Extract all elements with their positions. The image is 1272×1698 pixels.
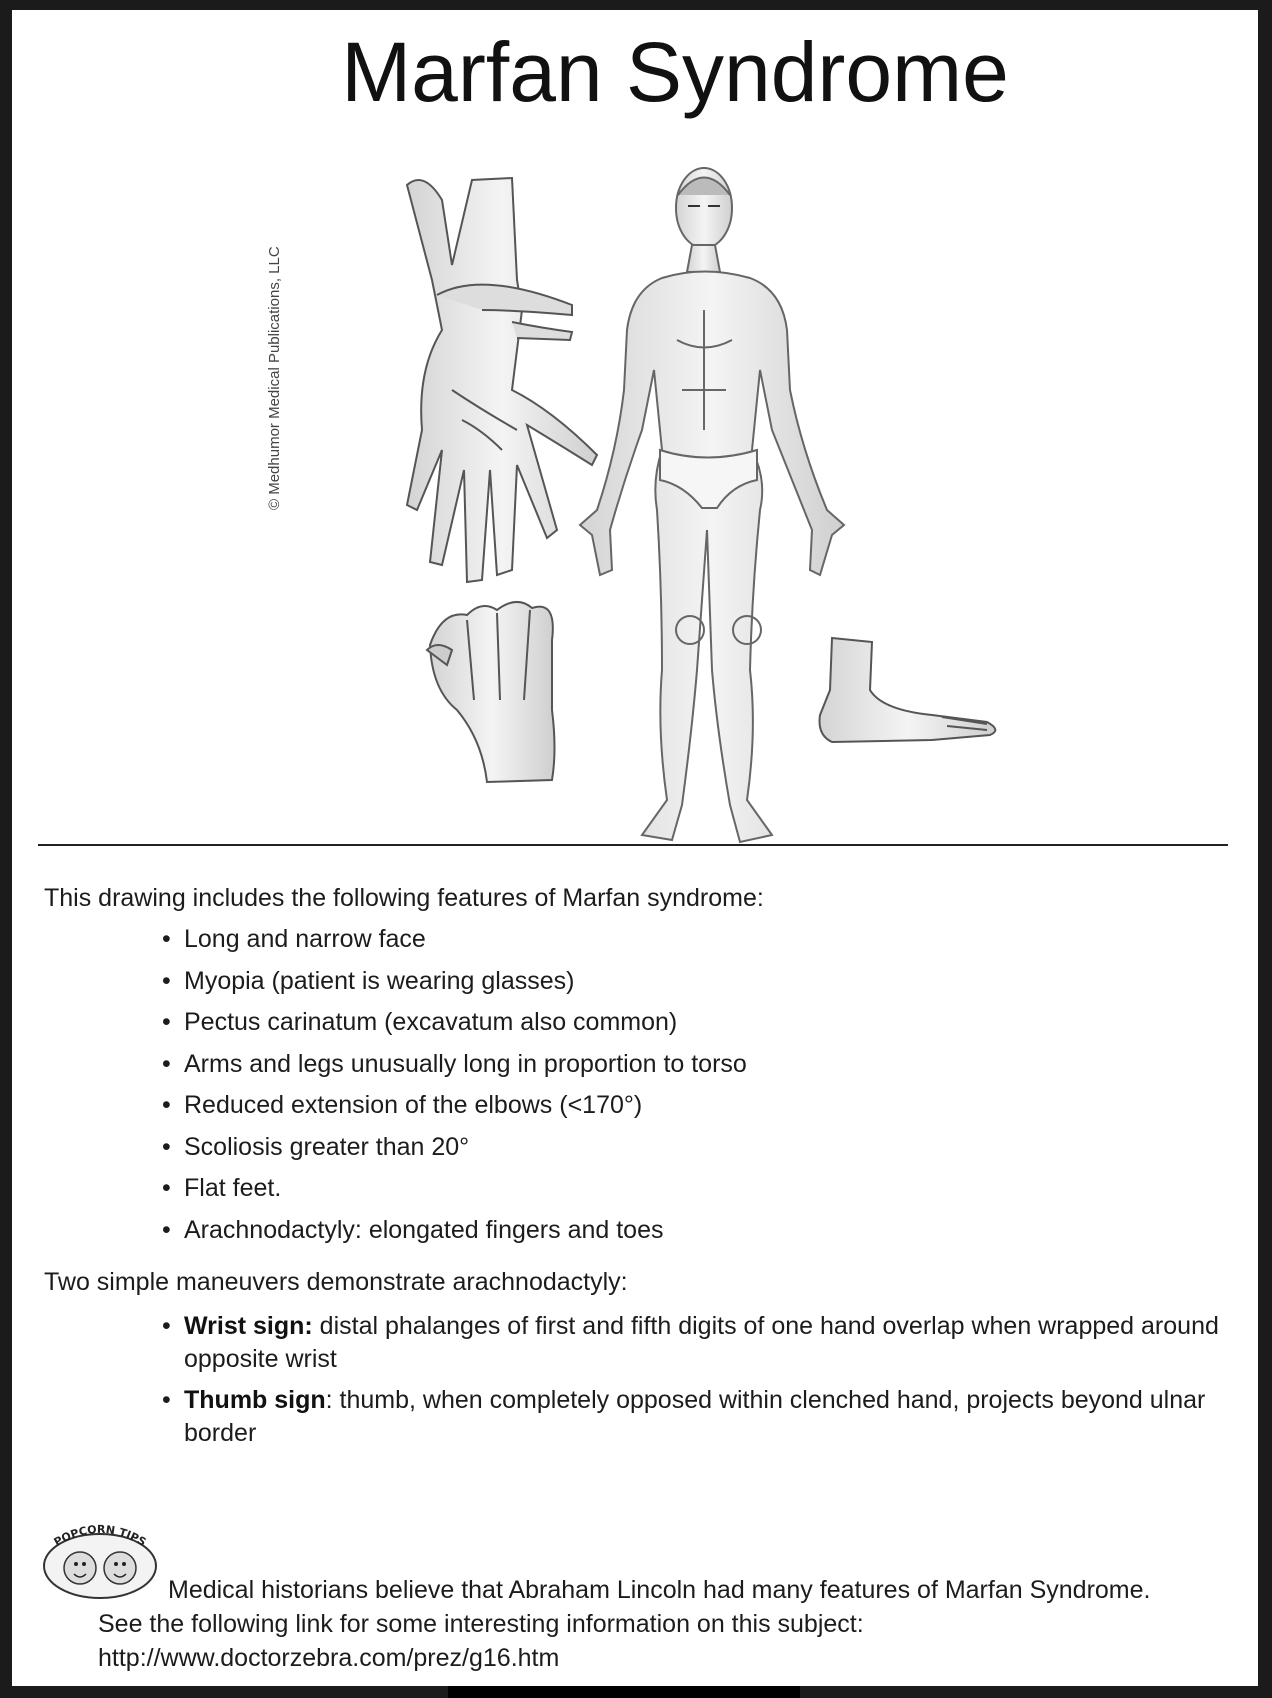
list-item: • Reduced extension of the elbows (<170°): [162, 1088, 747, 1130]
popcorn-tips-logo: [40, 1518, 160, 1602]
list-item: • Myopia (patient is wearing glasses): [162, 964, 747, 1006]
list-item: • Pectus carinatum (excavatum also common): [162, 1005, 747, 1047]
thumb-sign-term: Thumb sign: [184, 1386, 326, 1414]
list-item: • Long and narrow face: [162, 922, 747, 964]
thumb-sign-item: [162, 1384, 1222, 1450]
features-intro: This drawing includes the following features of Marfan syndrome:: [44, 884, 764, 912]
marfan-illustration: [12, 10, 1258, 850]
wrist-sign-item: [162, 1310, 1222, 1376]
footer-line-1: Medical historians believe that Abraham Lincoln had many features of Marfan Syndrome.: [168, 1576, 1151, 1604]
features-list: [162, 922, 747, 1254]
list-item: • Flat feet.: [162, 1171, 747, 1213]
flat-foot: [820, 638, 996, 742]
wrist-sign-term: Wrist sign:: [184, 1312, 313, 1340]
maneuvers-list: [162, 1310, 1222, 1458]
document-page: [12, 10, 1258, 1686]
list-item: • Arms and legs unusually long in proportion to torso: [162, 1047, 747, 1089]
maneuvers-intro: Two simple maneuvers demonstrate arachnodactyly:: [44, 1268, 628, 1296]
footer-line-2: See the following link for some interesting information on this subject:: [98, 1610, 864, 1638]
list-item: • Arachnodactyly: elongated fingers and toes: [162, 1213, 747, 1255]
footer-link[interactable]: http://www.doctorzebra.com/prez/g16.htm: [98, 1644, 560, 1672]
standing-figure: [580, 168, 844, 842]
thumb-sign-fist: [427, 602, 555, 782]
thumb-sign-text: : thumb, when completely opposed within clenched hand, projects beyond ulnar border: [184, 1386, 1206, 1447]
section-divider: [38, 844, 1228, 846]
wrist-sign-text: distal phalanges of first and fifth digits of one hand overlap when wrapped around opposite wrist: [184, 1312, 1219, 1373]
logo-text: POPCORN TIPS: [51, 1522, 149, 1549]
copyright-notice: © Medhumor Medical Publications, LLC: [266, 246, 283, 510]
wrist-sign-hand: [407, 178, 597, 582]
list-item: • Scoliosis greater than 20°: [162, 1130, 747, 1172]
page-title: Marfan Syndrome: [341, 25, 1009, 119]
bottom-bar: [448, 1686, 800, 1698]
